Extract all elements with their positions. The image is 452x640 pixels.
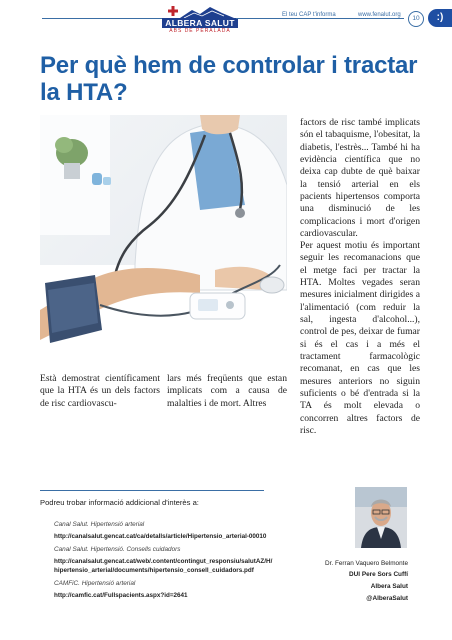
red-cross-icon — [168, 6, 178, 16]
article-column-1 — [40, 373, 160, 410]
reference-link[interactable]: http://canalsalut.gencat.cat/ca/detalls/article/Hipertensio_arterial-00010 — [54, 533, 267, 540]
reference-label: CAMFiC. Hipertensió arterial — [54, 580, 136, 587]
albera-salut-logo — [162, 4, 238, 32]
paragraph: Per aquest motiu és important seguir les recomanacions que el metge faci per tractar la HTA. Moltes vegades seran mesures inicialment dirigides a l'alimentació (com reduir la sal, ingesta d'alcohol...), control de pes, deixar de fumar si és el cas i a més el tractament farmacològic recomanat, en cas que les mesures anteriors no siguin suficients o bé d'entrada si la TA és molt elevada o concorren altres factors de risc. — [300, 240, 420, 437]
footer-rule — [40, 490, 264, 491]
article-title: Per què hem de controlar i tractar la HTA? — [40, 52, 418, 106]
logo-name: ALBERA SALUT — [162, 18, 238, 28]
reference-label: Canal Salut. Hipertensió. Consells cuidadors — [54, 546, 181, 553]
article-column-3-part-2 — [300, 240, 420, 438]
author-center: DUI Pere Sors Cuffí — [349, 571, 408, 578]
author-handle[interactable]: @AlberaSalut — [366, 595, 408, 602]
reference-label: Canal Salut. Hipertensió arterial — [54, 521, 145, 528]
reference-link[interactable]: http://canalsalut.gencat.cat/web/.content/contingut_responsiu/salutAZ/H/ hipertensio_arterial/documents/hipertensio_consell_cuidadors.pdf — [54, 558, 273, 574]
mountain-icon — [180, 6, 234, 18]
header-section-label: El teu CAP t'informa — [282, 12, 336, 18]
paragraph: factors de risc també implicats són el tabaquisme, l'obesitat, la diabetis, l'estrès... També hi ha evidència científica que no deixa cap dubte de què baixar la tensió arterial en els pacients hipertensos comporta una disminució de les complicacions i mort d'origen cardiovascular. — [300, 117, 420, 240]
reference-link[interactable]: http://camfic.cat/Fullspacients.aspx?id=2641 — [54, 592, 188, 599]
article-column-3-part-1 — [300, 117, 420, 240]
paragraph: lars més freqüents que estan implicats com a causa de malalties i de mort. Altres — [167, 373, 287, 409]
article-column-2 — [167, 373, 287, 410]
header-rule-left — [42, 18, 162, 19]
author-photo — [355, 487, 407, 548]
author-organization: Albera Salut — [370, 583, 408, 590]
page-number: 10 — [408, 11, 424, 27]
footer-intro: Podreu trobar informació addicional d'interès a: — [40, 498, 199, 507]
header-website[interactable]: www.fenalut.org — [358, 12, 401, 18]
logo-subtitle: ABS DE PERALADA — [169, 28, 231, 34]
blood-pressure-photo — [40, 115, 287, 356]
paragraph: Està demostrat científicament que la HTA és un dels factors de risc cardiovascu- — [40, 373, 160, 409]
header-rule-right — [236, 18, 404, 19]
author-name: Dr. Ferran Vaquero Belmonte — [325, 560, 408, 567]
smiley-badge: :) — [428, 9, 452, 27]
